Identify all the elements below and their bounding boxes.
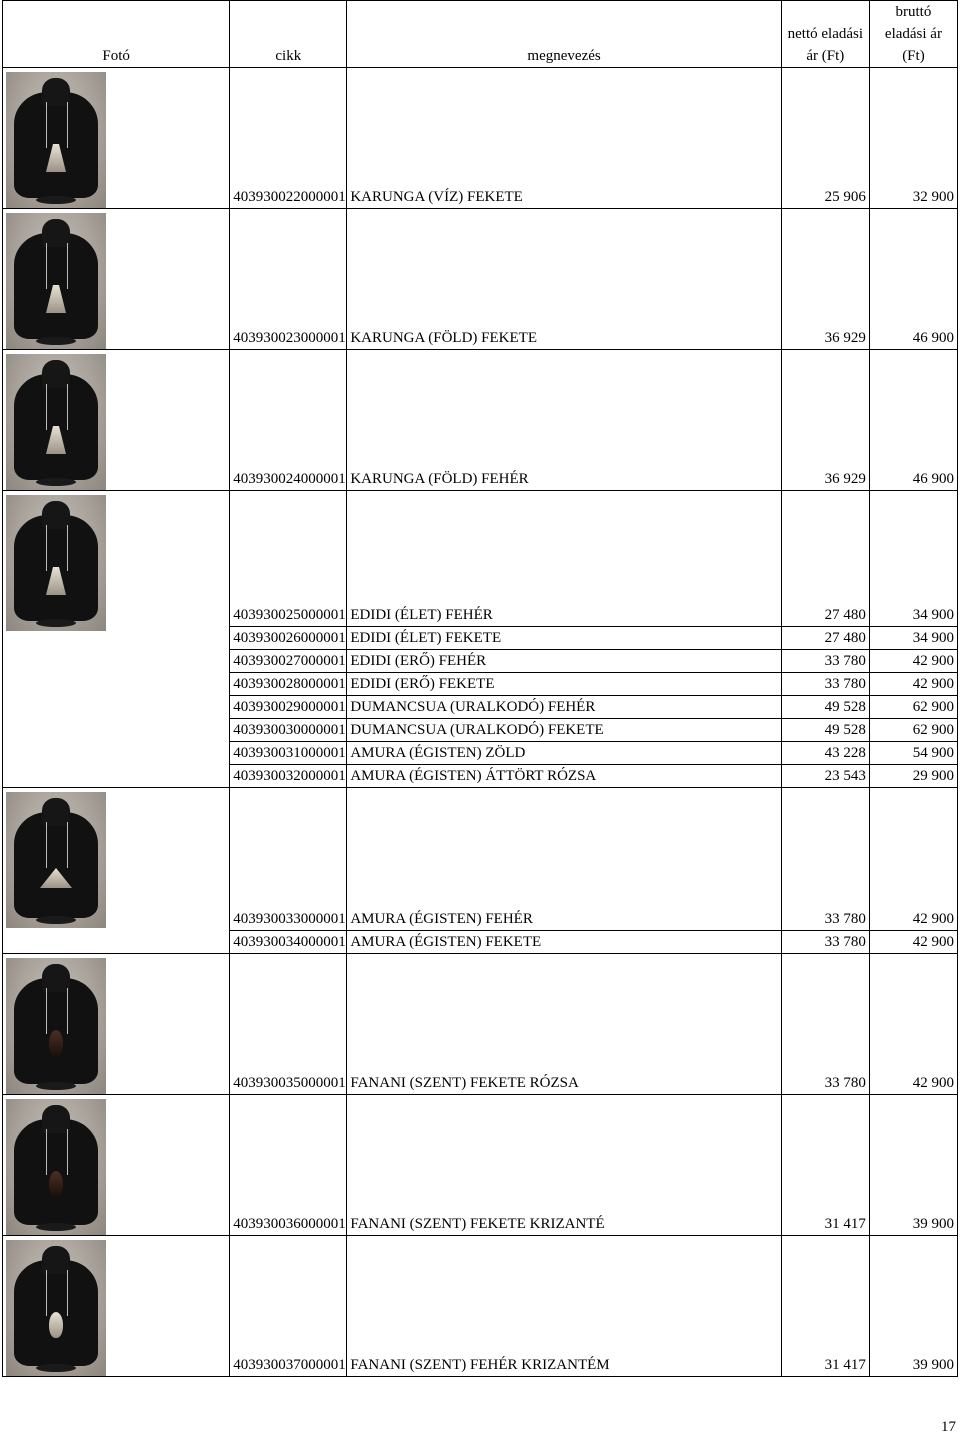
product-name: AMURA (ÉGISTEN) ZÖLD [347, 742, 781, 765]
necklace-photo [6, 792, 106, 928]
product-code: 403930028000001 [230, 673, 347, 696]
necklace-photo [6, 1240, 106, 1376]
header-photo: Fotó [3, 1, 230, 68]
photo-cell [3, 68, 230, 209]
product-name: KARUNGA (VÍZ) FEKETE [347, 68, 781, 209]
product-name: DUMANCSUA (URALKODÓ) FEKETE [347, 719, 781, 742]
table-row [3, 209, 958, 350]
net-price: 49 528 [781, 696, 869, 719]
necklace-photo [6, 1099, 106, 1235]
gross-price: 62 900 [869, 696, 957, 719]
net-price: 33 780 [781, 954, 869, 1095]
necklace-photo [6, 354, 106, 490]
gross-price: 46 900 [869, 350, 957, 491]
header-net-price: nettó eladási ár (Ft) [781, 1, 869, 68]
photo-cell [3, 209, 230, 350]
page-number: 17 [941, 1419, 956, 1435]
gross-price: 62 900 [869, 719, 957, 742]
net-price: 36 929 [781, 209, 869, 350]
gross-price: 42 900 [869, 673, 957, 696]
gross-price: 29 900 [869, 765, 957, 788]
net-price: 43 228 [781, 742, 869, 765]
net-price: 36 929 [781, 350, 869, 491]
photo-cell [3, 954, 230, 1095]
gross-price: 34 900 [869, 491, 957, 627]
net-price: 31 417 [781, 1095, 869, 1236]
header-gross-price: bruttó eladási ár (Ft) [869, 1, 957, 68]
table-row [3, 1095, 958, 1236]
photo-cell [3, 1236, 230, 1377]
photo-cell [3, 491, 230, 788]
gross-price: 42 900 [869, 931, 957, 954]
gross-price: 42 900 [869, 650, 957, 673]
header-code: cikk [230, 1, 347, 68]
product-code: 403930023000001 [230, 209, 347, 350]
product-code: 403930037000001 [230, 1236, 347, 1377]
product-code: 403930036000001 [230, 1095, 347, 1236]
product-name: EDIDI (ÉLET) FEHÉR [347, 491, 781, 627]
net-price: 33 780 [781, 788, 869, 931]
product-code: 403930026000001 [230, 627, 347, 650]
gross-price: 46 900 [869, 209, 957, 350]
header-name: megnevezés [347, 1, 781, 68]
necklace-photo [6, 495, 106, 631]
table-row [3, 1236, 958, 1377]
product-code: 403930024000001 [230, 350, 347, 491]
product-code: 403930031000001 [230, 742, 347, 765]
product-name: AMURA (ÉGISTEN) FEHÉR [347, 788, 781, 931]
product-name: EDIDI (ERŐ) FEHÉR [347, 650, 781, 673]
necklace-photo [6, 213, 106, 349]
product-code: 403930033000001 [230, 788, 347, 931]
product-code: 403930029000001 [230, 696, 347, 719]
table-row [3, 68, 958, 209]
product-name: EDIDI (ÉLET) FEKETE [347, 627, 781, 650]
net-price: 49 528 [781, 719, 869, 742]
net-price: 23 543 [781, 765, 869, 788]
gross-price: 34 900 [869, 627, 957, 650]
photo-cell [3, 788, 230, 954]
gross-price: 39 900 [869, 1236, 957, 1377]
net-price: 33 780 [781, 673, 869, 696]
gross-price: 54 900 [869, 742, 957, 765]
net-price: 25 906 [781, 68, 869, 209]
net-price: 27 480 [781, 627, 869, 650]
product-name: EDIDI (ERŐ) FEKETE [347, 673, 781, 696]
product-name: KARUNGA (FÖLD) FEKETE [347, 209, 781, 350]
table-row [3, 350, 958, 491]
product-name: FANANI (SZENT) FEHÉR KRIZANTÉM [347, 1236, 781, 1377]
gross-price: 42 900 [869, 954, 957, 1095]
net-price: 31 417 [781, 1236, 869, 1377]
net-price: 27 480 [781, 491, 869, 627]
product-code: 403930027000001 [230, 650, 347, 673]
product-code: 403930034000001 [230, 931, 347, 954]
table-row [3, 954, 958, 1095]
product-code: 403930025000001 [230, 491, 347, 627]
gross-price: 42 900 [869, 788, 957, 931]
product-code: 403930030000001 [230, 719, 347, 742]
net-price: 33 780 [781, 931, 869, 954]
gross-price: 39 900 [869, 1095, 957, 1236]
table-header-row [3, 1, 958, 68]
necklace-photo [6, 958, 106, 1094]
product-name: DUMANCSUA (URALKODÓ) FEHÉR [347, 696, 781, 719]
product-name: AMURA (ÉGISTEN) FEKETE [347, 931, 781, 954]
product-code: 403930035000001 [230, 954, 347, 1095]
product-name: KARUNGA (FÖLD) FEHÉR [347, 350, 781, 491]
product-code: 403930022000001 [230, 68, 347, 209]
table-row [3, 788, 958, 931]
photo-cell [3, 1095, 230, 1236]
net-price: 33 780 [781, 650, 869, 673]
photo-cell [3, 350, 230, 491]
product-code: 403930032000001 [230, 765, 347, 788]
gross-price: 32 900 [869, 68, 957, 209]
product-name: FANANI (SZENT) FEKETE KRIZANTÉ [347, 1095, 781, 1236]
product-name: FANANI (SZENT) FEKETE RÓZSA [347, 954, 781, 1095]
product-name: AMURA (ÉGISTEN) ÁTTÖRT RÓZSA [347, 765, 781, 788]
product-price-table [2, 0, 958, 1377]
table-row [3, 491, 958, 627]
necklace-photo [6, 72, 106, 208]
